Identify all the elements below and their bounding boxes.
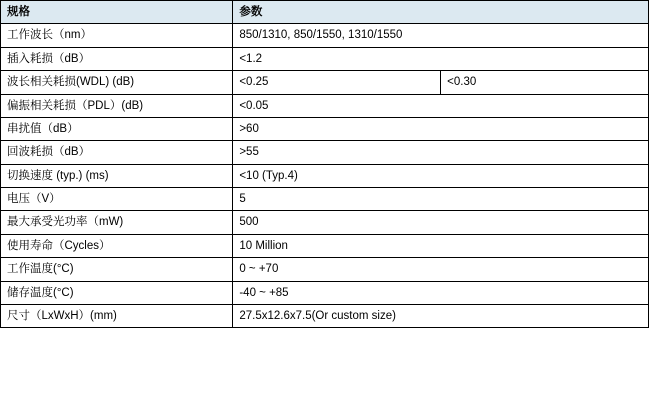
table-row xyxy=(1,281,649,304)
header-cell-spec: 规格 xyxy=(1,1,233,24)
row-value: <0.05 xyxy=(233,94,649,117)
table-row xyxy=(1,71,649,94)
row-value: 0 ~ +70 xyxy=(233,258,649,281)
row-value: <10 (Typ.4) xyxy=(233,164,649,187)
row-label: 偏振相关耗损（PDL）(dB) xyxy=(1,94,233,117)
row-value: >55 xyxy=(233,141,649,164)
specification-table-body xyxy=(1,1,649,328)
row-value: >60 xyxy=(233,117,649,140)
row-value: -40 ~ +85 xyxy=(233,281,649,304)
table-row xyxy=(1,258,649,281)
row-label: 电压（V） xyxy=(1,188,233,211)
row-label: 使用寿命（Cycles） xyxy=(1,234,233,257)
table-row xyxy=(1,304,649,327)
row-value: <1.2 xyxy=(233,47,649,70)
row-value-secondary: <0.30 xyxy=(441,71,649,94)
row-value: <0.25 xyxy=(233,71,441,94)
row-label: 储存温度(°C) xyxy=(1,281,233,304)
row-label: 工作波长（nm） xyxy=(1,24,233,47)
header-cell-parameter: 参数 xyxy=(233,1,649,24)
row-label: 切换速度 (typ.) (ms) xyxy=(1,164,233,187)
row-label: 工作温度(°C) xyxy=(1,258,233,281)
table-row xyxy=(1,164,649,187)
row-value: 5 xyxy=(233,188,649,211)
row-label: 串扰值（dB） xyxy=(1,117,233,140)
table-row xyxy=(1,94,649,117)
row-label: 插入耗损（dB） xyxy=(1,47,233,70)
row-value: 850/1310, 850/1550, 1310/1550 xyxy=(233,24,649,47)
table-row xyxy=(1,188,649,211)
table-header-row xyxy=(1,1,649,24)
table-row xyxy=(1,141,649,164)
row-value: 10 Million xyxy=(233,234,649,257)
table-row xyxy=(1,234,649,257)
row-value: 27.5x12.6x7.5(Or custom size) xyxy=(233,304,649,327)
table-row xyxy=(1,211,649,234)
row-label: 回波耗损（dB） xyxy=(1,141,233,164)
table-row xyxy=(1,47,649,70)
table-row xyxy=(1,117,649,140)
row-label: 尺寸（LxWxH）(mm) xyxy=(1,304,233,327)
table-row xyxy=(1,24,649,47)
row-value: 500 xyxy=(233,211,649,234)
row-label: 波长相关耗损(WDL) (dB) xyxy=(1,71,233,94)
row-label: 最大承受光功率（mW) xyxy=(1,211,233,234)
